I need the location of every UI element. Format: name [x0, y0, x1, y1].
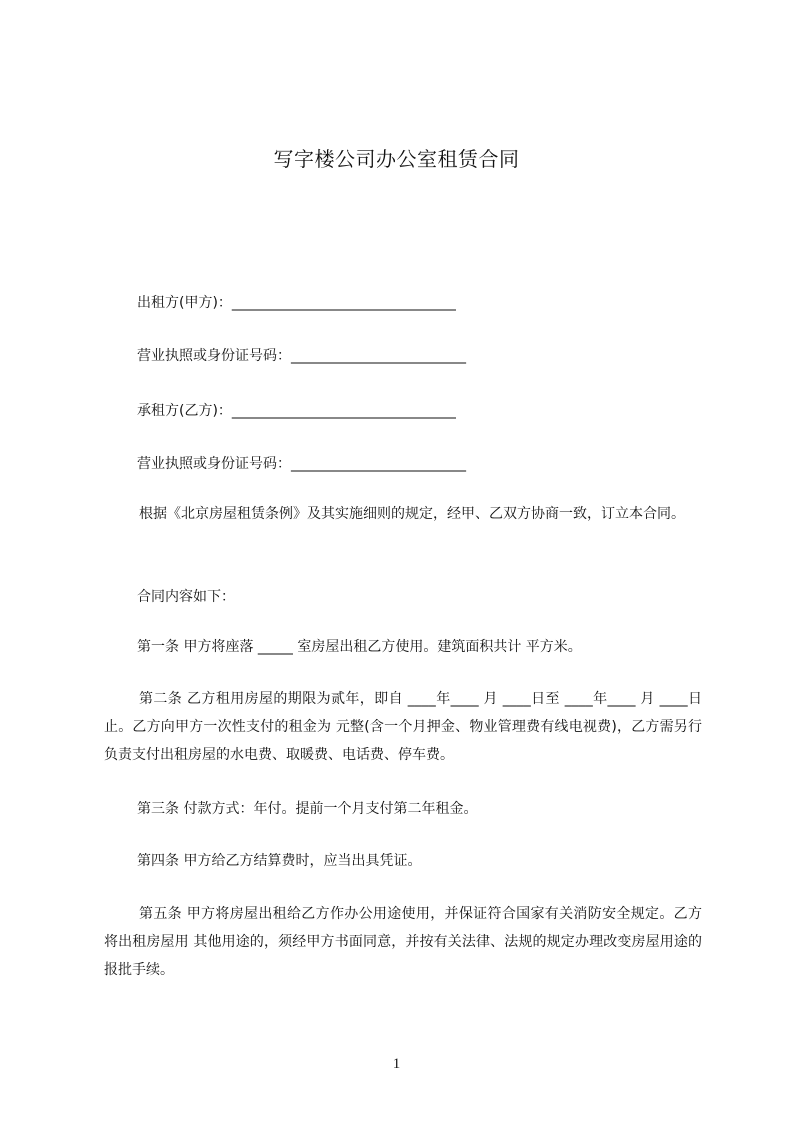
document-title: 写字楼公司办公室租赁合同 — [273, 147, 520, 171]
lessee-line: 承租方(乙方)：________________________________ — [137, 403, 456, 419]
article-3: 第三条 付款方式：年付。提前一个月支付第二年租金。 — [137, 801, 478, 817]
article-4: 第四条 甲方给乙方结算费时，应当出具凭证。 — [137, 853, 422, 869]
contents-intro: 合同内容如下： — [137, 589, 235, 605]
lessee-id-line: 营业执照或身份证号码：_________________________ — [137, 456, 466, 472]
page-number: 1 — [392, 1056, 401, 1072]
article-2: 第二条 乙方租用房屋的期限为贰年，即自 ____年____ 月 ____日至 ____年____ 月 ____日止。乙方向甲方一次性支付的租金为 元整(含一个月押金、物业管理费有线电视费)，乙方需另行负责支付出租房屋的水电费、取暖费、电话费、停车费。 — [104, 691, 702, 763]
article-1: 第一条 甲方将座落 _____ 室房屋出租乙方使用。建筑面积共计 平方米。 — [137, 639, 582, 655]
lessor-id-line: 营业执照或身份证号码：_________________________ — [137, 348, 466, 364]
lessor-line: 出租方(甲方)：________________________________ — [137, 295, 456, 311]
preamble-paragraph: 根据《北京房屋租赁条例》及其实施细则的规定，经甲、乙双方协商一致，订立本合同。 — [139, 506, 685, 522]
article-5: 第五条 甲方将房屋出租给乙方作办公用途使用，并保证符合国家有关消防安全规定。乙方将出租房屋用 其他用途的，须经甲方书面同意，并按有关法律、法规的规定办理改变房屋用途的报批手续。 — [104, 906, 702, 978]
